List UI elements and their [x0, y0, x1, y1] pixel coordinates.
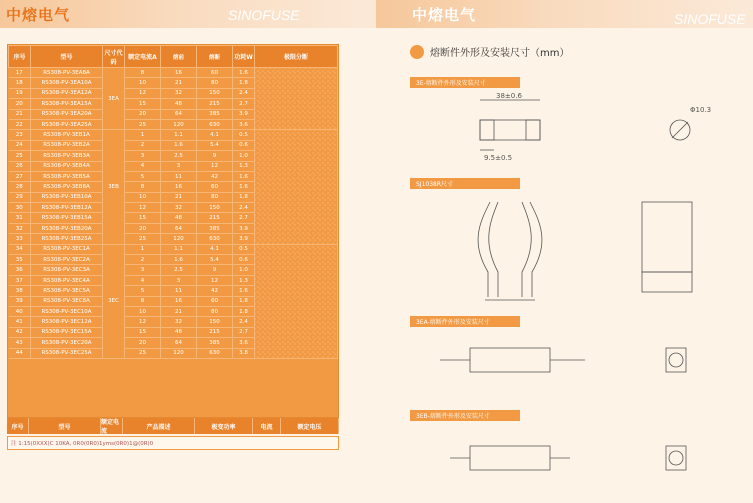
- table-cell: 0.6: [233, 140, 255, 150]
- table-cell: 24: [9, 140, 31, 150]
- table-cell: 33: [9, 234, 31, 244]
- table-cell: 10: [125, 78, 161, 88]
- footer-cell: 极变功率: [195, 418, 253, 434]
- table-cell: 2.4: [233, 88, 255, 98]
- table-cell: RS308-PV-3EA10A: [31, 78, 103, 88]
- table-cell: 20: [9, 99, 31, 109]
- col-header: 熔前: [161, 46, 197, 68]
- table-cell: 1.1: [161, 244, 197, 254]
- table-cell: 1.6: [233, 182, 255, 192]
- table-cell: RS308-PV-3EB3A: [31, 151, 103, 161]
- table-cell: 3.6: [233, 338, 255, 348]
- table-cell: 1.1: [161, 130, 197, 140]
- table-cell: 17: [9, 68, 31, 78]
- table-cell: 2: [125, 140, 161, 150]
- table-cell: 2.5: [161, 151, 197, 161]
- table-cell: 1.6: [233, 171, 255, 181]
- col-header: 熔断: [197, 46, 233, 68]
- table-cell: 23: [9, 130, 31, 140]
- table-cell: RS308-PV-3EB20A: [31, 223, 103, 233]
- table-cell: 25: [9, 151, 31, 161]
- table-cell: 1.8: [233, 192, 255, 202]
- table-cell: 40: [9, 306, 31, 316]
- table-cell: 21: [9, 109, 31, 119]
- table-cell: 12: [197, 161, 233, 171]
- table-cell: 2.7: [233, 99, 255, 109]
- table-cell: RS308-PV-3EC8A: [31, 296, 103, 306]
- table-cell: 31: [9, 213, 31, 223]
- table-cell: 80: [197, 192, 233, 202]
- table-cell: 8: [125, 296, 161, 306]
- col-header: 极限分断: [255, 46, 338, 68]
- table-cell: 8: [125, 68, 161, 78]
- table-cell: 150: [197, 317, 233, 327]
- table-cell: RS308-PV-3EA12A: [31, 88, 103, 98]
- table-cell: 29: [9, 192, 31, 202]
- table-cell: 1.6: [233, 68, 255, 78]
- table-cell: 41: [9, 317, 31, 327]
- table-cell: 48: [161, 99, 197, 109]
- drawing-label: 3EB-熔断件外形及安装尺寸: [410, 410, 520, 421]
- table-cell: RS308-PV-3EC3A: [31, 265, 103, 275]
- footer-cell: 产品描述: [123, 418, 195, 434]
- table-cell: 32: [161, 203, 197, 213]
- table-cell: 19: [9, 88, 31, 98]
- table-cell: 43: [9, 338, 31, 348]
- table-cell: RS308-PV-3EB5A: [31, 171, 103, 181]
- drawing-label: 3EA-熔断件外形及安装尺寸: [410, 316, 520, 327]
- table-cell: 120: [161, 119, 197, 129]
- table-cell: 9: [197, 151, 233, 161]
- table-cell: RS308-PV-3EC2A: [31, 255, 103, 265]
- table-row: [9, 130, 338, 140]
- table-cell: RS308-PV-3EA20A: [31, 109, 103, 119]
- table-cell: 32: [161, 317, 197, 327]
- table-cell: 48: [161, 327, 197, 337]
- table-cell: RS308-PV-3EC12A: [31, 317, 103, 327]
- table-cell: 12: [125, 203, 161, 213]
- table-cell: 1.3: [233, 275, 255, 285]
- col-header: 型号: [31, 46, 103, 68]
- table-cell: RS308-PV-3EB8A: [31, 182, 103, 192]
- brand-cn-left: 中熔电气: [6, 5, 71, 24]
- footer-cell: 额定电流: [101, 418, 123, 434]
- table-cell: 3: [125, 151, 161, 161]
- table-cell: 3.9: [233, 234, 255, 244]
- table-cell: 215: [197, 213, 233, 223]
- table-cell: 11: [161, 286, 197, 296]
- table-cell: 18: [9, 78, 31, 88]
- table-cell: 80: [197, 306, 233, 316]
- table-cell: 30: [9, 203, 31, 213]
- col-header: 序号: [9, 46, 31, 68]
- table-cell: 385: [197, 223, 233, 233]
- table-cell: 64: [161, 223, 197, 233]
- table-cell: 32: [161, 88, 197, 98]
- drawings-title: [410, 44, 569, 59]
- table-cell: 2: [125, 255, 161, 265]
- table-cell: 22: [9, 119, 31, 129]
- table-cell: 44: [9, 348, 31, 358]
- bullet-icon: [410, 45, 424, 59]
- table-cell: 16: [161, 68, 197, 78]
- table-cell: 3.6: [233, 119, 255, 129]
- table-cell: 1: [125, 244, 161, 254]
- header-left: [0, 0, 376, 28]
- table-cell: 42: [9, 327, 31, 337]
- table-cell: 36: [9, 265, 31, 275]
- table-cell: RS308-PV-3EC25A: [31, 348, 103, 358]
- table-cell: 0.5: [233, 244, 255, 254]
- fuse-3eb-drawing: [410, 424, 730, 502]
- table-cell: 2.4: [233, 317, 255, 327]
- drawing-label: SJ1038R尺寸: [410, 178, 520, 189]
- table-cell: RS308-PV-3EB10A: [31, 192, 103, 202]
- table-cell: 4.1: [197, 130, 233, 140]
- table-cell: 10: [125, 306, 161, 316]
- table-cell: 0.5: [233, 130, 255, 140]
- table-cell: 10: [125, 192, 161, 202]
- table-cell: 21: [161, 306, 197, 316]
- table-cell: 5: [125, 286, 161, 296]
- table-cell: 27: [9, 171, 31, 181]
- table-cell: 15: [125, 99, 161, 109]
- table-cell: 2.7: [233, 327, 255, 337]
- table-cell: 64: [161, 338, 197, 348]
- table-cell: RS308-PV-3EB12A: [31, 203, 103, 213]
- table-cell: 5.4: [197, 255, 233, 265]
- fuse-3ea-drawing: [410, 330, 730, 400]
- table-cell: 16: [161, 296, 197, 306]
- table-cell: 3.9: [233, 109, 255, 119]
- table-cell: 120: [161, 348, 197, 358]
- holder-drawing: [410, 192, 730, 307]
- table-cell: RS308-PV-3EC4A: [31, 275, 103, 285]
- table-cell: RS308-PV-3EC20A: [31, 338, 103, 348]
- table-cell: 1.6: [161, 140, 197, 150]
- table-cell: 3: [161, 275, 197, 285]
- table-cell: RS308-PV-3EC10A: [31, 306, 103, 316]
- table-cell: 16: [161, 182, 197, 192]
- table-cell: RS308-PV-3EA25A: [31, 119, 103, 129]
- table-cell: 60: [197, 68, 233, 78]
- table-cell: RS308-PV-3EB4A: [31, 161, 103, 171]
- table-cell: 2.7: [233, 213, 255, 223]
- table-cell: 20: [125, 338, 161, 348]
- table-cell: 35: [9, 255, 31, 265]
- table-cell: 64: [161, 109, 197, 119]
- table-cell: 1.8: [233, 306, 255, 316]
- table-cell: 9: [197, 265, 233, 275]
- table-cell: RS308-PV-3EA15A: [31, 99, 103, 109]
- table-cell: 2.4: [233, 203, 255, 213]
- table-cell: 1.3: [233, 161, 255, 171]
- table-cell: 20: [125, 109, 161, 119]
- table-cell: RS308-PV-3EC15A: [31, 327, 103, 337]
- table-cell: 0.6: [233, 255, 255, 265]
- table-cell: 1: [125, 130, 161, 140]
- brand-en-right: SINOFUSE: [674, 11, 746, 27]
- drawing-label: 3E-熔断件外形及安装尺寸: [410, 77, 520, 88]
- table-cell: 1.8: [233, 78, 255, 88]
- table-row: [9, 244, 338, 254]
- table-cell: 215: [197, 327, 233, 337]
- table-cell: 21: [161, 192, 197, 202]
- table-cell: 25: [125, 234, 161, 244]
- table-cell: 150: [197, 88, 233, 98]
- table-cell: 3.9: [233, 223, 255, 233]
- table-cell: 1.6: [233, 286, 255, 296]
- table-cell: 42: [197, 171, 233, 181]
- table-header-row: [9, 46, 338, 68]
- table-cell: 34: [9, 244, 31, 254]
- table-cell: RS308-PV-3EB2A: [31, 140, 103, 150]
- table-cell: 120: [161, 234, 197, 244]
- header-right: [376, 0, 753, 28]
- col-header: 尺寸代码: [103, 46, 125, 68]
- table-cell: 38: [9, 286, 31, 296]
- table-cell: 1.0: [233, 265, 255, 275]
- table-cell: 2.5: [161, 265, 197, 275]
- dim-cap: 9.5±0.5: [484, 154, 513, 162]
- brand-en-left: SINOFUSE: [228, 7, 300, 23]
- spec-table: [7, 44, 339, 418]
- footer-cell: 序号: [7, 418, 29, 434]
- table-cell: 215: [197, 99, 233, 109]
- col-header: 额定电流A: [125, 46, 161, 68]
- table-cell: 8: [125, 182, 161, 192]
- table-cell: 4: [125, 161, 161, 171]
- table-cell: RS308-PV-3EB1A: [31, 130, 103, 140]
- table-cell: 20: [125, 223, 161, 233]
- table-cell: 60: [197, 182, 233, 192]
- table-cell: 4.1: [197, 244, 233, 254]
- table-cell: 25: [125, 348, 161, 358]
- table-cell: 42: [197, 286, 233, 296]
- brand-cn-right: 中熔电气: [412, 5, 477, 24]
- table-cell: 630: [197, 234, 233, 244]
- table-row: [9, 68, 338, 78]
- table-cell: 5.4: [197, 140, 233, 150]
- table-cell: RS308-PV-3EB25A: [31, 234, 103, 244]
- footer-cell: 型号: [29, 418, 101, 434]
- dim-dia: Φ10.3: [690, 106, 712, 114]
- size-code-cell: 3EA: [103, 68, 125, 130]
- table-cell: 80: [197, 78, 233, 88]
- table-cell: 39: [9, 296, 31, 306]
- table-cell: 1.6: [161, 255, 197, 265]
- table-cell: RS308-PV-3EB15A: [31, 213, 103, 223]
- table-cell: 48: [161, 213, 197, 223]
- table-cell: 12: [125, 317, 161, 327]
- table-cell: 28: [9, 182, 31, 192]
- table-cell: 60: [197, 296, 233, 306]
- table-cell: 11: [161, 171, 197, 181]
- table-cell: 4: [125, 275, 161, 285]
- table-cell: 3.8: [233, 348, 255, 358]
- table-cell: 5: [125, 171, 161, 181]
- table-footer: [7, 418, 339, 434]
- table-cell: 1.8: [233, 296, 255, 306]
- fuse-3e-drawing: [410, 90, 730, 170]
- dim-length: 38±0.6: [496, 92, 522, 100]
- table-cell: 25: [125, 119, 161, 129]
- table-cell: 12: [125, 88, 161, 98]
- table-note: 注 1:15(0XXX)C 10KA, 0R0(0R0)1yms(0R0)1@(0R)0: [7, 436, 339, 450]
- footer-cell: 额定电压: [281, 418, 339, 434]
- table-cell: RS308-PV-3EC1A: [31, 244, 103, 254]
- table-cell: 12: [197, 275, 233, 285]
- table-cell: 3: [161, 161, 197, 171]
- table-cell: 3: [125, 265, 161, 275]
- table-cell: 1.0: [233, 151, 255, 161]
- table-cell: RS308-PV-3EA8A: [31, 68, 103, 78]
- table-cell: 630: [197, 119, 233, 129]
- table-cell: 150: [197, 203, 233, 213]
- breaking-capacity-cell: [255, 130, 338, 244]
- footer-cell: 电流: [253, 418, 281, 434]
- table-cell: 630: [197, 348, 233, 358]
- size-code-cell: 3EB: [103, 130, 125, 244]
- table-cell: 21: [161, 78, 197, 88]
- table-cell: 385: [197, 338, 233, 348]
- table-cell: 385: [197, 109, 233, 119]
- table-cell: 15: [125, 327, 161, 337]
- table-cell: 32: [9, 223, 31, 233]
- breaking-capacity-cell: [255, 68, 338, 130]
- table-cell: RS308-PV-3EC5A: [31, 286, 103, 296]
- size-code-cell: 3EC: [103, 244, 125, 358]
- drawings-title-text: 熔断件外形及安装尺寸（mm）: [430, 48, 570, 59]
- table-cell: 37: [9, 275, 31, 285]
- breaking-capacity-cell: [255, 244, 338, 358]
- table-cell: 26: [9, 161, 31, 171]
- table-cell: 15: [125, 213, 161, 223]
- col-header: 功耗W: [233, 46, 255, 68]
